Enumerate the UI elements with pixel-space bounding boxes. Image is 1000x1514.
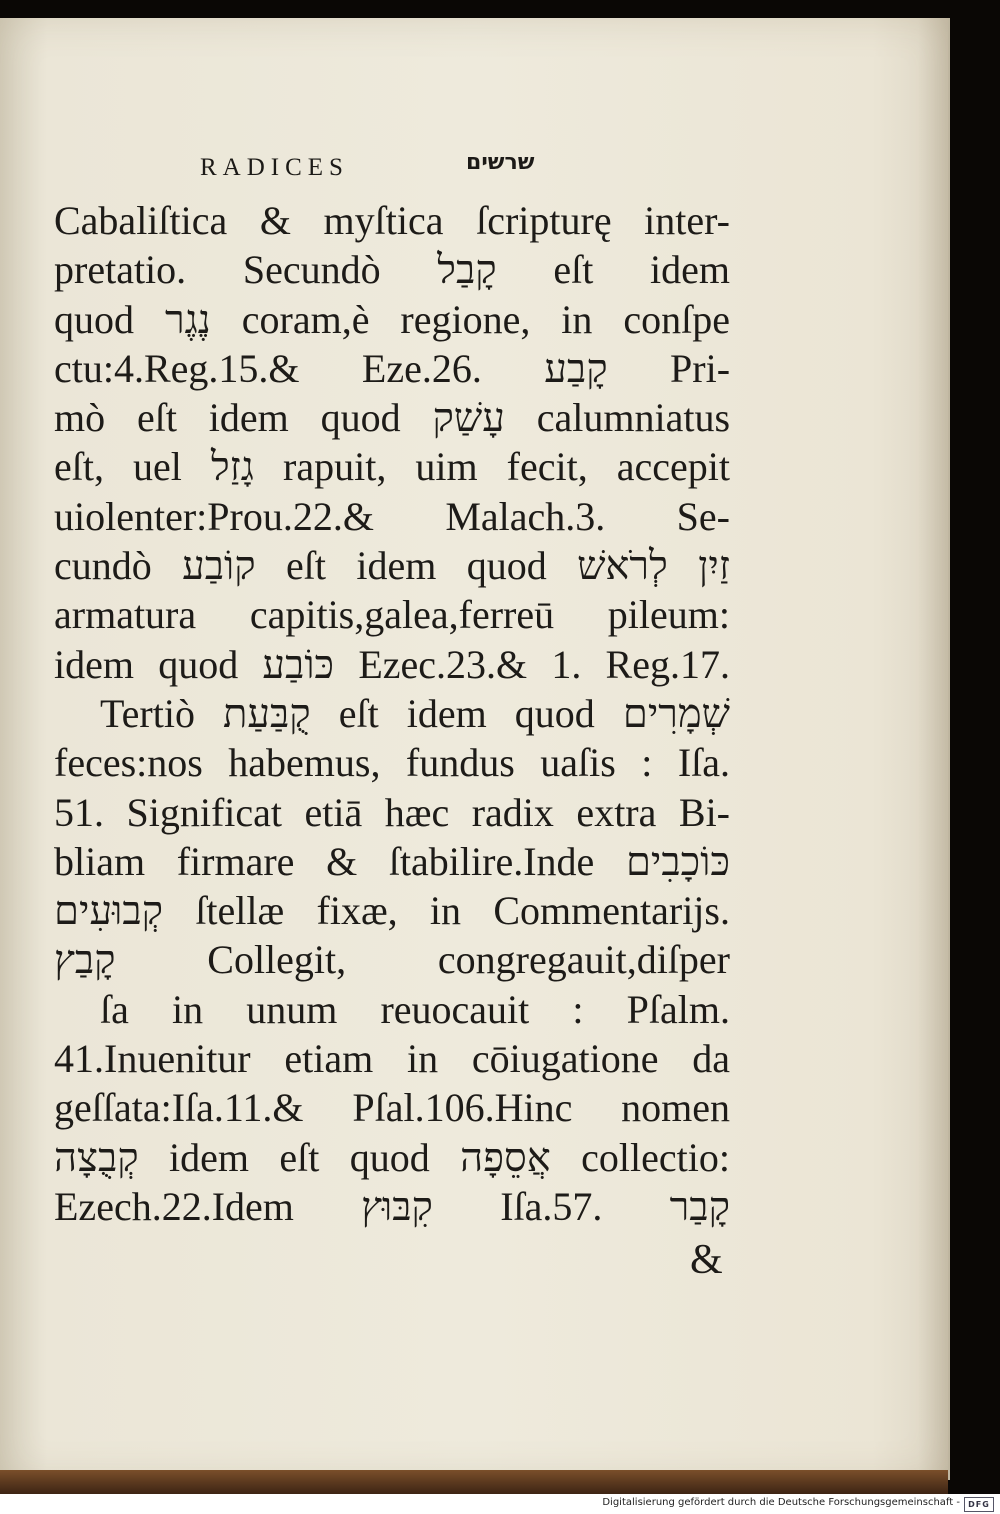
text-line: eſt, uel גָזַל rapuit, uim fecit, accepit (54, 444, 730, 490)
text-line: armatura capitis,galea,ferreū pileum: (54, 592, 730, 638)
text-line: Ezech.22.Idem קִבּוּץ Iſa.57. קָבַר (54, 1183, 730, 1229)
text-line: 41.Inuenitur etiam in cōiugatione da (54, 1036, 730, 1082)
text-line: mò eſt idem quod עָשַׁק calumniatus (54, 395, 730, 441)
book-page (0, 18, 950, 1480)
text-line: קָבַץ Collegit, congregauit,diſper (54, 937, 730, 983)
text-line: cundò קוֹבַע eſt idem quod זַיִן לְרֹאשׁ (54, 543, 730, 589)
running-head (0, 150, 948, 190)
body-text (54, 196, 730, 1231)
dfg-logo-icon: DFG (964, 1497, 994, 1512)
text-line: geſſata:Iſa.11.& Pſal.106.Hinc nomen (54, 1085, 730, 1131)
text-line: Cabaliſtica & myſtica ſcripturę inter- (54, 198, 730, 243)
running-head-latin: RADICES (200, 154, 349, 181)
text-line: ſa in unum reuocauit : Pſalm. (100, 986, 730, 1032)
text-line: 51. Significat etiā hæc radix extra Bi- (54, 789, 730, 835)
text-line: pretatio. Secundò קָבַל eſt idem (54, 247, 730, 293)
text-line: קְבֻצָה idem eſt quod אֲסֵפָה collectio: (54, 1134, 730, 1180)
text-line: bliam firmare & ſtabilire.Inde כּוֹכָבִים (54, 838, 730, 884)
catchword: & (690, 1237, 723, 1283)
page-edge-shadow (918, 18, 948, 1480)
text-line: קְבוּעִים ſtellæ fixæ, in Commentarijs. (54, 888, 730, 934)
text-line: uiolenter:Prou.22.& Malach.3. Se- (54, 493, 730, 539)
text-line: Tertiò קֻבַּעַת eſt idem quod שְׁמָרִים (100, 690, 730, 736)
running-head-hebrew: שרשים (466, 150, 535, 175)
funding-credit: Digitalisierung gefördert durch die Deutsche Forschungsgemeinschaft - (602, 1497, 960, 1508)
digitization-footer (0, 1494, 1000, 1514)
text-line: idem quod כּוֹבַע Ezec.23.& 1. Reg.17. (54, 641, 730, 687)
text-line: quod נֶגֶר coram,è regione, in conſpe (54, 296, 730, 342)
text-line: feces:nos habemus, fundus uaſis : Iſa. (54, 740, 730, 786)
text-line: ctu:4.Reg.15.& Eze.26. קָבַע Pri- (54, 345, 730, 391)
bottom-binding-shadow (0, 1470, 948, 1494)
